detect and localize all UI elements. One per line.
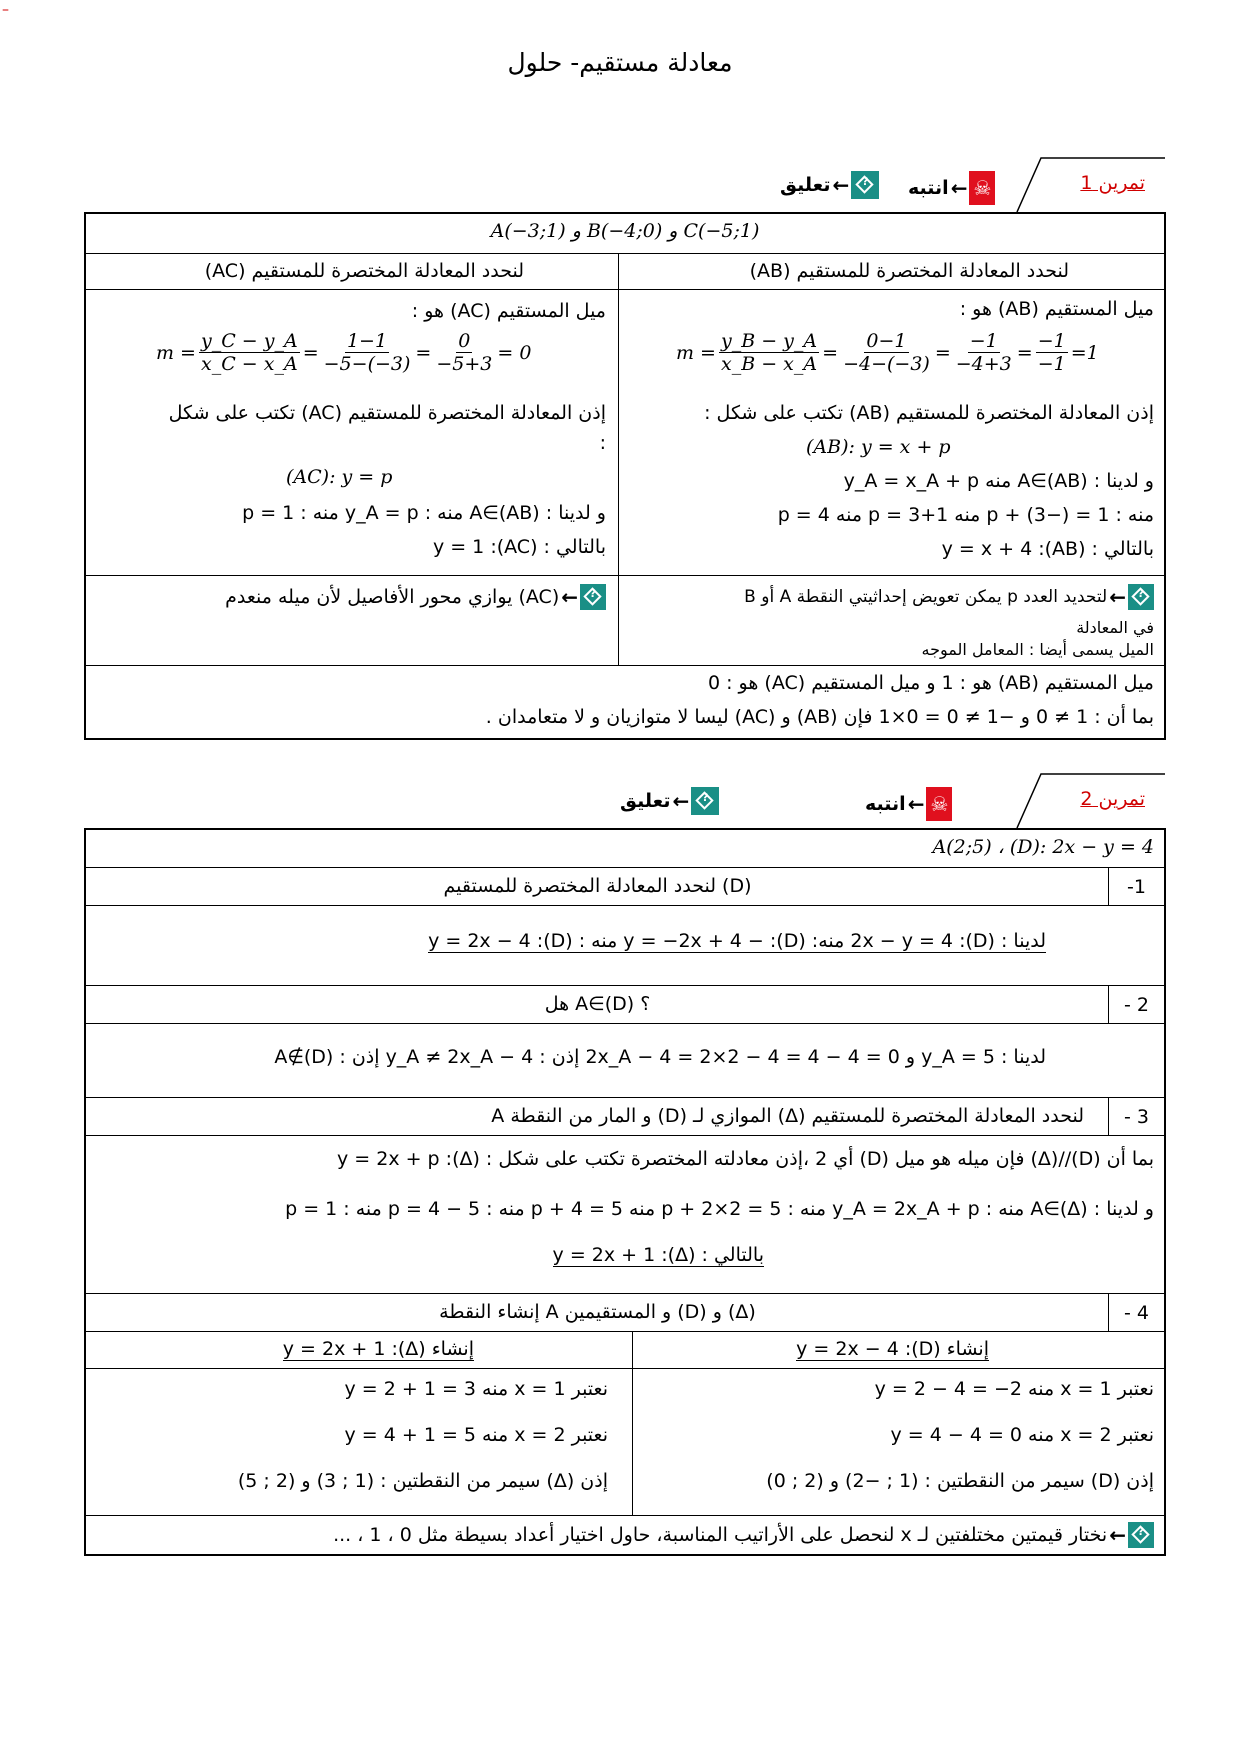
ex2-s3-line-1: بما أن (D)//(Δ) فإن ميله هو ميل (D) أي 2 ،إذن معادلته المختصرة تكتب على شكل : (Δ): y = 2x + p: [336, 1148, 1154, 1170]
frac-den: −5−(−3): [323, 353, 411, 375]
comment-legend: [620, 787, 719, 815]
ex1-left-heading: لنحدد المعادلة المختصرة للمستقيم (AC): [204, 260, 524, 282]
attention-label: انتبه: [865, 793, 906, 815]
ex1-headings-row: [86, 254, 1164, 290]
frac-num: y_B − y_A: [720, 330, 818, 352]
ex2-s4-left-line-1: نعتبر x = 1 منه y = 2 + 1 = 3: [344, 1378, 608, 1400]
ex2-s1-heading-row: [86, 868, 1164, 906]
ex2-s1-body: لدينا : (D): 2x − y = 4 منه: (D): − y = −2x + 4 منه : (D): y = 2x − 4: [428, 930, 1046, 952]
ex2-s4-right-line-3: إذن (D) سيمر من النقطتين : (1 ; −2) و (2 ; 0): [766, 1470, 1154, 1492]
ex2-s2-body: لدينا : y_A = 5 و 2x_A − 4 = 2×2 − 4 = 4 − 4 = 0 إذن : y_A ≠ 2x_A − 4 إذن : A∉(D): [274, 1046, 1046, 1068]
ex1-conclusion-2: بما أن : 1 ≠ 0 و −1 ≠ 0 = 0×1 فإن (AB) و (AC) ليسا لا متوازيان و لا متعامدان .: [485, 706, 1154, 728]
frac-num: y_C − y_A: [200, 330, 298, 352]
ex2-s2-heading-row: [86, 986, 1164, 1024]
ex1-left-form-colon: :: [599, 432, 606, 454]
attention-legend: [865, 787, 952, 821]
ex1-right-slope-formula: m = $\frac{y\_B - y\_A}{x\_B - x\_A}$ = $\frac{0-1}{-4-(-3)}$ = $\frac{-1}{-4+3}$ = $\frac{-1}{-1}$ =1: [676, 330, 1099, 375]
attention-legend: [908, 171, 995, 205]
ex2-s3-line-2: و لدينا : A∈(Δ) منه : y_A = 2x_A + p منه : 5 = 2×2 + p منه 5 = 4 + p منه : 5 − 4 = p منه : 1 = p: [285, 1198, 1154, 1220]
ex1-left-result: بالتالي : (AC): y = 1: [432, 536, 606, 558]
exercise-2-header: [620, 772, 1165, 828]
exercise-1-box: [84, 212, 1166, 740]
section-number: - 3: [1108, 1098, 1164, 1135]
ex2-s1-body-row: [86, 906, 1164, 986]
diamond-icon: [1128, 584, 1154, 610]
ex2-s4-left-line-2: نعتبر x = 2 منه y = 4 + 1 = 5: [344, 1424, 608, 1446]
ex2-s4-heading: إنشاء النقطة A و المستقيمين (D) و (Δ): [439, 1301, 756, 1323]
ex2-s3-line-3: بالتالي : (Δ): y = 2x + 1: [552, 1244, 764, 1266]
ex1-left-slope-intro: ميل المستقيم (AC) هو :: [411, 300, 606, 322]
ex2-s3-heading: لنحدد المعادلة المختصرة للمستقيم (Δ) الموازي لـ (D) و المار من النقطة A: [491, 1105, 1084, 1127]
ex1-right-comment-2: في المعادلة: [1076, 618, 1154, 637]
ex2-comment-row: [86, 1516, 1164, 1554]
ex1-points: A(−3;1) و B(−4;0) و C(−5;1): [490, 220, 760, 242]
ex1-work-row: [86, 290, 1164, 576]
ex1-right-form-eq: (AB): y = x + p: [806, 436, 951, 458]
arrow-icon: ←: [672, 789, 690, 813]
arrow-icon: ←: [832, 173, 850, 197]
exercise-1-tab: [1015, 156, 1165, 212]
ex1-conclusion-row: [86, 666, 1164, 738]
ex2-s2-heading: هل A∈(D) ؟: [544, 993, 651, 1015]
ex1-right-solve: منه : 1 = (−3) + p منه 1+3 = p منه 4 = p: [777, 504, 1154, 526]
comment-label: تعليق: [620, 790, 671, 812]
ex1-right-heading: لنحدد المعادلة المختصرة للمستقيم (AB): [749, 260, 1069, 282]
section-number: - 4: [1108, 1294, 1164, 1331]
ex2-s4-body-row: [86, 1332, 1164, 1516]
page-title: معادلة مستقيم- حلول: [507, 48, 733, 77]
ex2-given-row: [86, 830, 1164, 868]
ex1-right-comment-3: الميل يسمى أيضا : المعامل الموجه: [921, 640, 1154, 659]
section-number: - 2: [1108, 986, 1164, 1023]
exercise-2-label: تمرين 2: [1080, 788, 1145, 810]
ex2-given: A(2;5) ، (D): 2x − y = 4: [932, 836, 1154, 858]
ex1-left-belongs: و لدينا : A∈(AB) منه : y_A = p منه : 1 = p: [242, 502, 606, 524]
exercise-2-tab: [1015, 772, 1165, 828]
exercise-2-box: [84, 828, 1166, 1556]
ex1-left-form-text: إذن المعادلة المختصرة للمستقيم (AC) تكتب على شكل: [168, 402, 606, 424]
skull-icon: ☠: [926, 787, 952, 821]
ex2-s4-right-line-1: نعتبر x = 1 منه y = 2 − 4 = −2: [874, 1378, 1154, 1400]
frac-num: 1−1: [346, 330, 388, 352]
ex1-points-row: [86, 214, 1164, 254]
arrow-icon: ←: [561, 585, 578, 609]
ex2-s4-left-line-3: إذن (Δ) سيمر من النقطتين : (1 ; 3) و (2 ; 5): [237, 1470, 608, 1492]
slope-result: = 0: [497, 341, 532, 364]
frac-num: −1: [969, 330, 998, 352]
ex2-s4-left-title: إنشاء (Δ): y = 2x + 1: [282, 1338, 474, 1360]
frac-den: −1: [1037, 353, 1066, 375]
arrow-icon: ←: [907, 792, 925, 816]
frac-num: −1: [1037, 330, 1066, 352]
ex1-conclusion-1: ميل المستقيم (AB) هو : 1 و ميل المستقيم (AC) هو : 0: [707, 672, 1154, 694]
section-number: -1: [1108, 868, 1164, 905]
comment-label: تعليق: [780, 174, 831, 196]
ex1-right-slope-intro: ميل المستقيم (AB) هو :: [959, 298, 1154, 320]
frac-den: −4−(−3): [843, 353, 930, 375]
exercise-1-header: [780, 156, 1165, 212]
ex1-right-comment-1: لتحديد العدد p يمكن تعويض إحداثيتي النقطة A أو B: [744, 587, 1108, 607]
arrow-icon: ←: [1109, 585, 1126, 609]
ex2-s3-body-row: [86, 1136, 1164, 1294]
corner-mark: –: [2, 2, 9, 18]
exercise-1-label: تمرين 1: [1080, 172, 1145, 194]
frac-den: x_B − x_A: [721, 353, 818, 375]
frac-den: x_C − x_A: [201, 353, 298, 375]
ex1-right-belongs: و لدينا : A∈(AB) منه y_A = x_A + p: [843, 470, 1154, 492]
comment-legend: [780, 171, 879, 199]
diamond-icon: [691, 787, 719, 815]
ex2-s4-heading-row: [86, 1294, 1164, 1332]
frac-num: 0−1: [866, 330, 907, 352]
ex2-s3-heading-row: [86, 1098, 1164, 1136]
diamond-icon: [1128, 1522, 1154, 1548]
ex2-s2-body-row: [86, 1024, 1164, 1098]
arrow-icon: ←: [950, 176, 968, 200]
ex1-left-comment: (AC) يوازي محور الأفاصيل لأن ميله منعدم: [225, 586, 560, 608]
frac-den: −4+3: [955, 353, 1012, 375]
diamond-icon: [851, 171, 879, 199]
ex1-left-slope-formula: m = $\frac{y\_C - y\_A}{x\_C - x\_A}$ = $\frac{1-1}{-5-(-3)}$ = $\frac{0}{-5+3}$ = 0: [156, 330, 532, 375]
arrow-icon: ←: [1109, 1523, 1126, 1547]
ex2-s4-right-line-2: نعتبر x = 2 منه y = 4 − 4 = 0: [890, 1424, 1154, 1446]
attention-label: انتبه: [908, 177, 949, 199]
frac-den: −5+3: [436, 353, 493, 375]
diamond-icon: [580, 584, 606, 610]
ex1-left-form-eq: (AC): y = p: [286, 466, 393, 488]
ex2-comment: نختار قيمتين مختلفتين لـ x لنحصل على الأراتيب المناسبة، حاول اختيار أعداد بسيطة مثل 0 ، 1 ، ...: [333, 1524, 1108, 1546]
frac-num: 0: [458, 330, 471, 352]
ex2-s1-heading: لنحدد المعادلة المختصرة للمستقيم (D): [443, 875, 752, 897]
ex2-s4-right-title: إنشاء (D): y = 2x − 4: [796, 1338, 989, 1360]
slope-result: =1: [1070, 341, 1099, 364]
ex1-comments-row: [86, 576, 1164, 666]
ex1-right-result: بالتالي : (AB): y = x + 4: [941, 538, 1154, 560]
skull-icon: ☠: [969, 171, 995, 205]
ex1-right-form-text: إذن المعادلة المختصرة للمستقيم (AB) تكتب على شكل :: [704, 402, 1154, 424]
